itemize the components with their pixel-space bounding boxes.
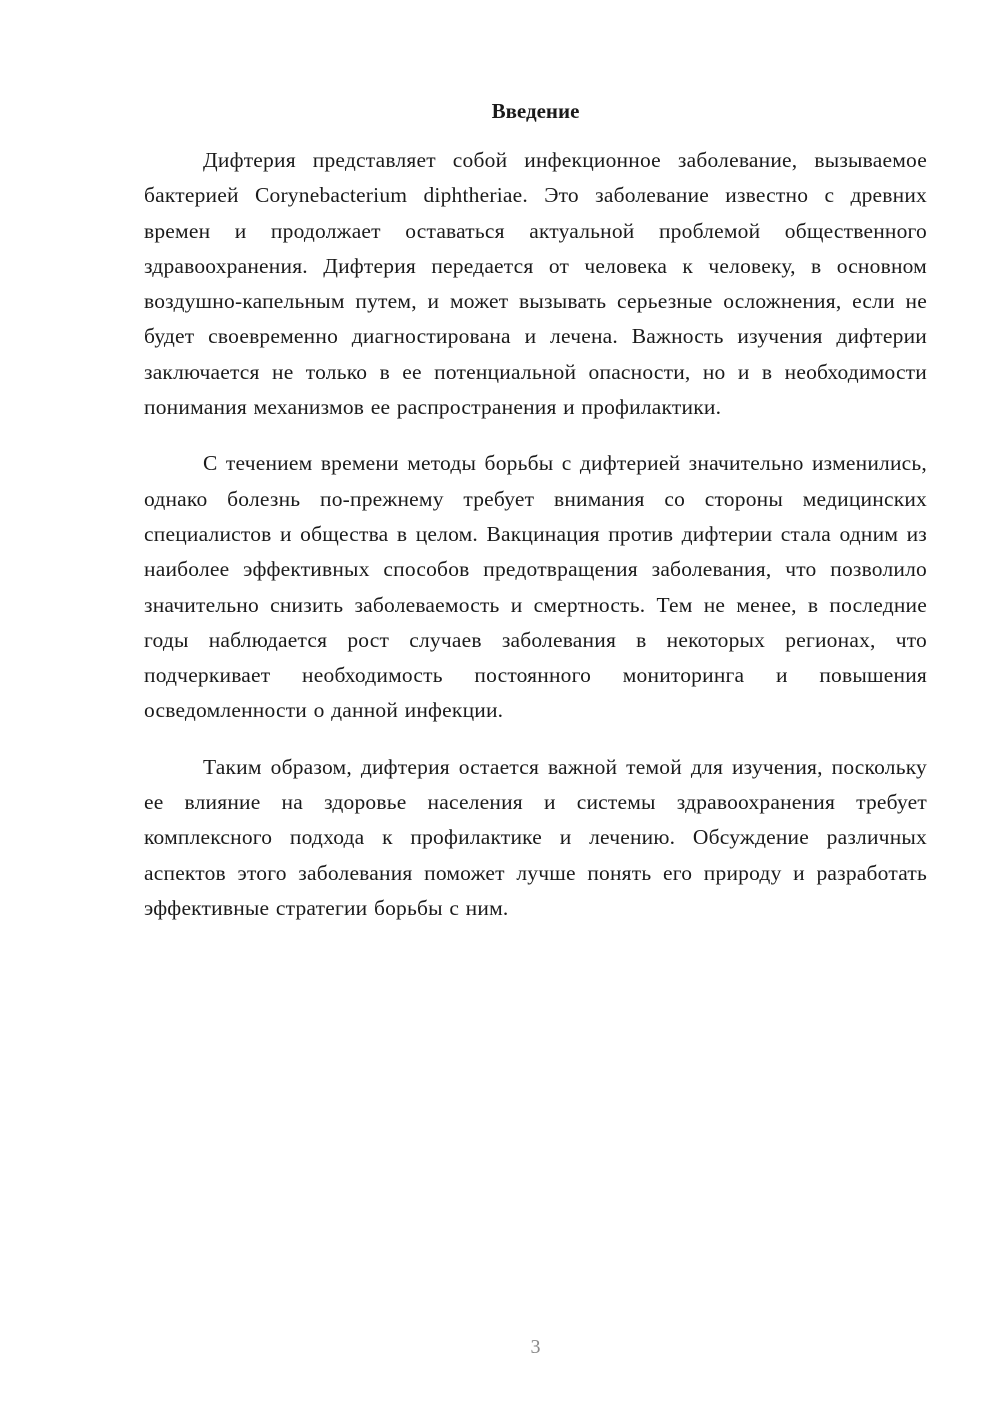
section-heading: Введение <box>491 99 580 123</box>
paragraph-1: Дифтерия представляет собой инфекционное заболевание, вызываемое бактерией Corynebacterium diphtheriae. Это заболевание известно с древних времен и продолжает оставаться актуальной проблемой общественного здравоохранения. Дифтерия передается от человека к человеку, в основном воздушно-капельным путем, и может вызывать серьезные осложнения, если не будет своевременно диагностирована и лечена. Важность изучения дифтерии заключается не только в ее потенциальной опасности, но и в необходимости понимания механизмов ее распространения и профилактики. <box>144 148 927 420</box>
paragraph-2: С течением времени методы борьбы с дифтерией значительно изменились, однако болезнь по-прежнему требует внимания со стороны медицинских специалистов и общества в целом. Вакцинация против дифтерии стала одним из наиболее эффективных способов предотвращения заболевания, что позволило значительно снизить заболеваемость и смертность. Тем не менее, в последние годы наблюдается рост случаев заболевания в некоторых регионах, что подчеркивает необходимость постоянного мониторинга и повышения осведомленности о данной инфекции. <box>144 451 927 723</box>
body-text <box>144 143 927 947</box>
page-number: 3 <box>530 1336 541 1358</box>
paragraph-3: Таким образом, дифтерия остается важной темой для изучения, поскольку ее влияние на здоровье населения и системы здравоохранения требует комплексного подхода к профилактике и лечению. Обсуждение различных аспектов этого заболевания поможет лучше понять его природу и разработать эффективные стратегии борьбы с ним. <box>144 754 927 920</box>
